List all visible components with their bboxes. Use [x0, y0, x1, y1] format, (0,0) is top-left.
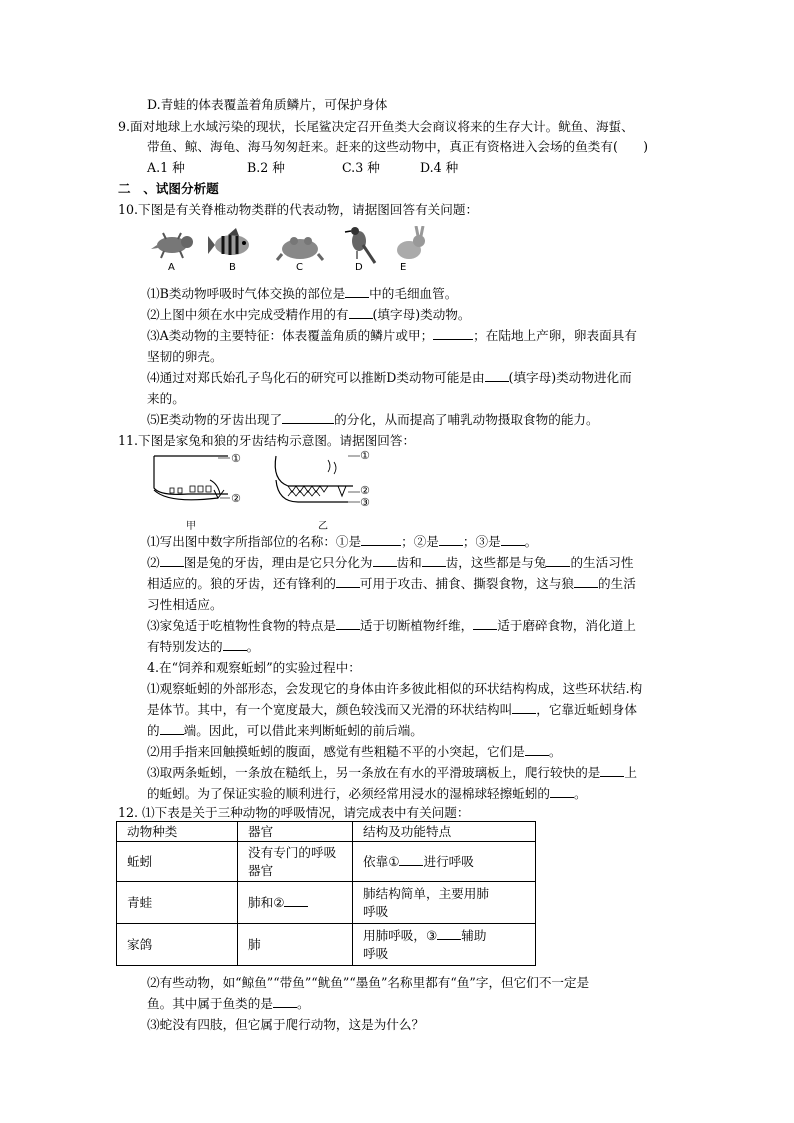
animal-label-c: C [296, 262, 303, 273]
q10-sub2: ⑵上图中须在水中完成受精作用的有 (填字母)类动物。 [147, 307, 471, 322]
q12-sub2: ⑵有些动物，如“鲸鱼”“带鱼”“鱿鱼”“墨鱼”名称里都有“鱼”字，但它们不一定是 [147, 975, 590, 990]
answer-blank[interactable] [345, 285, 369, 298]
answer-blank[interactable] [473, 617, 497, 630]
q11-sub3-cont: 有特别发达的 。 [147, 639, 260, 654]
q10-sub5: ⑸E类动物的牙齿出现了 的分化，从而提高了哺乳动物摄取食物的能力。 [147, 412, 599, 427]
q11-sub2-cont: 相适应的。狼的牙齿，还有锋利的 可用于攻击、捕食、撕裂食物，这与狼 的生活 [147, 576, 636, 591]
q9-option-c: C.3 种 [342, 160, 380, 175]
q10-sub3: ⑶A类动物的主要特征：体表覆盖角质的鳞片或甲； ；在陆地上产卵，卵表面具有 [147, 328, 637, 343]
frog-image [276, 232, 324, 262]
q10-sub3-cont: 坚韧的卵壳。 [147, 349, 223, 364]
q4-sub2: ⑵用手指来回触摸蚯蚓的腹面，感觉有些粗糙不平的小突起，它们是 。 [147, 744, 562, 759]
answer-blank[interactable] [433, 327, 473, 340]
fig-label-3b: ③ [360, 496, 370, 509]
q9-stem-line1: 9.面对地球上水域污染的现状，长尾鲨决定召开鱼类大会商议将来的生存大计。鱿鱼、海蜇、 [118, 119, 634, 134]
lizard-image [150, 229, 198, 261]
fig-label-1a: ① [231, 452, 241, 465]
answer-blank[interactable] [574, 575, 598, 588]
table-header-row [117, 822, 536, 842]
q4-stem: 4.在“饲养和观察蚯蚓”的实验过程中： [147, 660, 361, 675]
q12-sub3: ⑶蛇没有四肢，但它属于爬行动物，这是为什么？ [147, 1017, 425, 1032]
animal-label-b: B [229, 262, 236, 273]
table-row [117, 882, 536, 924]
q10-stem: 10.下图是有关脊椎动物类群的代表动物，请据图回答有关问题： [118, 202, 479, 217]
section-title: 二 、试图分析题 [118, 181, 219, 196]
q4-sub1-cont2: 的 端。因此，可以借此来判断蚯蚓的前后端。 [147, 723, 423, 738]
q4-sub3-cont: 的蚯蚓。为了保证实验的顺利进行，必须经常用浸水的湿棉球轻擦蚯蚓的 。 [147, 786, 587, 801]
animal-label-a: A [168, 262, 175, 273]
q9-option-d: D.4 种 [420, 160, 459, 175]
answer-blank[interactable] [223, 638, 247, 651]
answer-blank[interactable] [550, 785, 574, 798]
cell-organ: 肺和② [238, 882, 353, 924]
fig-label-1b: ① [360, 449, 370, 462]
answer-blank[interactable] [600, 764, 624, 777]
answer-blank[interactable] [437, 927, 461, 940]
cell-animal: 家鸽 [117, 924, 238, 966]
respiration-table [116, 821, 536, 966]
q9-option-a: A.1 种 [147, 160, 185, 175]
answer-blank[interactable] [282, 411, 334, 424]
q8-option-d: D.青蛙的体表覆盖着角质鳞片，可保护身体 [147, 97, 388, 112]
answer-blank[interactable] [512, 701, 536, 714]
cell-animal: 蚯蚓 [117, 842, 238, 882]
q4-sub1-cont: 是体节。其中，有一个宽度最大，颜色较浅而又光滑的环状结构叫 ，它靠近蚯蚓身体 [147, 702, 637, 717]
table-row [117, 924, 536, 966]
bird-image [343, 225, 377, 267]
q11-sub2: ⑵ 图是兔的牙齿，理由是它只分化为 齿和 齿，这些都是与兔 的生活习性 [147, 555, 634, 570]
fig-label-2a: ② [231, 492, 241, 505]
answer-blank[interactable] [525, 743, 549, 756]
q9-option-b: B.2 种 [247, 160, 285, 175]
q10-sub4-cont: 来的。 [147, 391, 185, 406]
q12-stem: 12. ⑴下表是关于三种动物的呼吸情况，请完成表中有关问题： [118, 805, 470, 820]
cell-feature: 依靠① 进行呼吸 [353, 842, 536, 882]
table-header: 器官 [238, 822, 353, 842]
teeth-diagram [148, 450, 378, 520]
answer-blank[interactable] [422, 554, 446, 567]
answer-blank[interactable] [160, 554, 184, 567]
q11-sub3: ⑶家兔适于吃植物性食物的特点是 适于切断植物纤维， 适于磨碎食物，消化道上 [147, 618, 636, 633]
table-header: 动物种类 [117, 822, 238, 842]
q11-sub1: ⑴写出图中数字所指部位的名称：①是 ；②是 ；③是 。 [147, 534, 538, 549]
fish-image [208, 228, 258, 262]
answer-blank[interactable] [546, 554, 570, 567]
q10-sub1: ⑴B类动物呼吸时气体交换的部位是 中的毛细血管。 [147, 286, 458, 301]
answer-blank[interactable] [399, 853, 423, 866]
fig-caption-jia: 甲 [186, 521, 196, 532]
answer-blank[interactable] [349, 306, 373, 319]
q4-sub1: ⑴观察蚯蚓的外部形态，会发现它的身体由许多彼此相似的环状结构构成，这些环状结.构 [147, 681, 643, 696]
rabbit-image [392, 226, 428, 262]
cell-organ: 肺 [238, 924, 353, 966]
cell-organ: 没有专门的呼吸 器官 [238, 842, 353, 882]
q10-sub4: ⑷通过对郑氏始孔子鸟化石的研究可以推断D类动物可能是由 (填字母)类动物进化而 [147, 370, 632, 385]
table-header: 结构及功能特点 [353, 822, 536, 842]
answer-blank[interactable] [361, 533, 401, 546]
answer-blank[interactable] [439, 533, 463, 546]
fig-label-2b: ② [360, 484, 370, 497]
q11-stem: 11.下图是家兔和狼的牙齿结构示意图。请据图回答： [118, 433, 416, 448]
cell-feature: 用肺呼吸，③ 辅助 呼吸 [353, 924, 536, 966]
q4-sub3: ⑶取两条蚯蚓，一条放在糙纸上，另一条放在有水的平滑玻璃板上，爬行较快的是 上 [147, 765, 637, 780]
animal-label-e: E [400, 262, 407, 273]
answer-blank[interactable] [336, 617, 360, 630]
answer-blank[interactable] [373, 554, 397, 567]
animal-label-d: D [355, 262, 363, 273]
q11-sub2-cont2: 习性相适应。 [147, 597, 223, 612]
answer-blank[interactable] [273, 995, 297, 1008]
answer-blank[interactable] [485, 369, 509, 382]
table-row [117, 842, 536, 882]
answer-blank[interactable] [160, 722, 184, 735]
cell-feature: 肺结构简单，主要用肺 呼吸 [353, 882, 536, 924]
cell-animal: 青蛙 [117, 882, 238, 924]
answer-blank[interactable] [336, 575, 360, 588]
q9-stem-line2: 带鱼、鲸、海龟、海马匆匆赶来。赶来的这些动物中，真正有资格进入会场的鱼类有( ) [147, 139, 648, 154]
fig-caption-yi: 乙 [318, 521, 328, 532]
answer-blank[interactable] [284, 894, 308, 907]
q12-sub2-cont: 鱼。其中属于鱼类的是 。 [147, 996, 310, 1011]
answer-blank[interactable] [501, 533, 525, 546]
